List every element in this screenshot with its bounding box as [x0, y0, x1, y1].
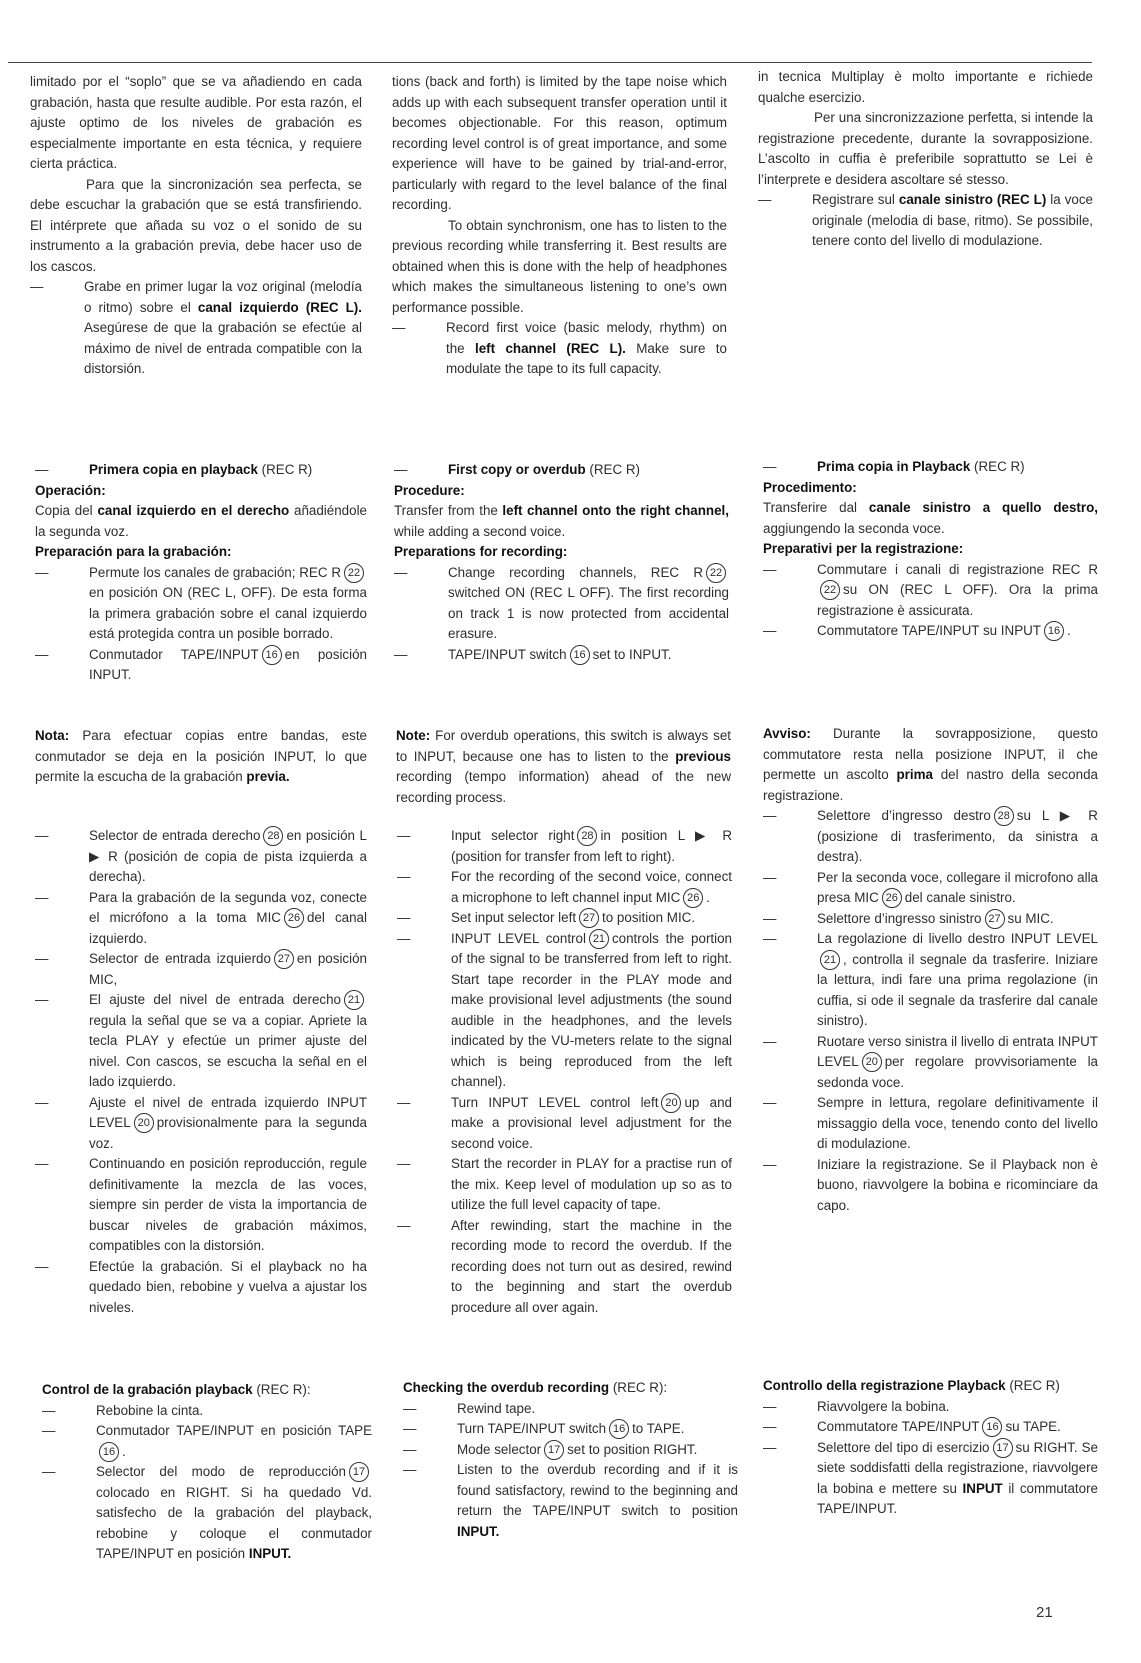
text-span: en posición L ▶ R (posición de copia de pista izquierda a derecha).	[89, 828, 367, 884]
en-note	[396, 726, 731, 808]
text-paragraph	[42, 1462, 372, 1565]
text-span: Permute los canales de grabación; REC R	[89, 564, 341, 580]
text-span: Registrare sul	[812, 192, 895, 207]
text-paragraph: — Commutatore TAPE/INPUT su INPUT 16 .	[763, 621, 1098, 642]
text-span: For the recording of the second voice, connect a microphone to left channel input MIC	[451, 869, 732, 905]
es-steps	[35, 826, 367, 1318]
es-intro	[30, 72, 362, 380]
ref-16: 16	[1044, 621, 1064, 641]
text-span: left channel onto the right channel,	[502, 503, 729, 518]
ref-22: 22	[706, 563, 726, 583]
ref-16: 16	[262, 645, 282, 665]
text-paragraph: — Rebobine la cinta.	[42, 1401, 372, 1422]
ref-26: 26	[284, 908, 304, 928]
text-span: canal izquierdo (REC L).	[197, 299, 362, 315]
text-span: Controllo della registrazione Playback	[763, 1378, 1006, 1393]
text-paragraph	[35, 826, 367, 888]
text-span: il commutatore TAPE/INPUT.	[817, 1480, 1098, 1516]
text-span: Record first voice (basic melody, rhythm) on the	[446, 320, 727, 356]
text-span: añadiéndole la segunda voz.	[35, 503, 367, 539]
es-operation-heading: Operación:	[35, 482, 106, 498]
text-span: First copy or overdub	[448, 462, 586, 477]
text-paragraph	[35, 563, 367, 645]
text-paragraph: — Iniziare la registrazione. Se il Playback non è buono, riavvolgere la bobina e ricominciare da capo.	[763, 1155, 1098, 1217]
ref-26: 26	[882, 888, 902, 908]
text-span: su TAPE.	[1005, 1419, 1061, 1434]
text-span: Per la seconda voce, collegare il microfono alla presa MIC	[817, 869, 1098, 905]
text-paragraph	[763, 1376, 1098, 1397]
ref-17: 17	[993, 1438, 1013, 1458]
text-span: set to INPUT.	[592, 646, 672, 662]
text-paragraph: Procedimento:	[763, 479, 857, 495]
text-span: Control de la grabación playback	[42, 1382, 253, 1397]
ref-26: 26	[683, 888, 703, 908]
text-span: (REC R)	[585, 462, 640, 477]
ref-22: 22	[344, 563, 364, 583]
text-paragraph: Procedure:	[394, 482, 465, 498]
ref-20: 20	[862, 1052, 882, 1072]
en-steps	[397, 826, 732, 1318]
text-span: INPUT.	[457, 1523, 500, 1539]
page-number: 21	[1036, 1604, 1053, 1621]
text-span: Primera copia en playback	[89, 462, 258, 477]
text-span: INPUT LEVEL control	[451, 930, 586, 946]
text-paragraph	[763, 1438, 1098, 1520]
text-span: del nastro della seconda registrazione.	[763, 767, 1098, 803]
text-span	[763, 459, 817, 474]
text-paragraph: in tecnica Multiplay è molto importante e richiede qualche esercizio.	[758, 69, 1093, 105]
text-span: canale sinistro (REC L)	[898, 192, 1047, 207]
text-span: Para efectuar copias entre bandas, este conmutador se deja en la posición INPUT, lo que permite la escucha de la grabación	[35, 728, 367, 784]
it-intro	[758, 67, 1093, 252]
ref-28: 28	[577, 826, 597, 846]
text-paragraph	[763, 929, 1098, 1032]
text-span: Conmutador TAPE/INPUT en posición TAPE	[96, 1423, 372, 1438]
text-span: su MIC.	[1007, 910, 1054, 926]
text-paragraph	[35, 888, 367, 950]
text-paragraph: tions (back and forth) is limited by the tape noise which adds up with each subsequent transfer operation until it becomes objectionable. For this reason, optimum recording level control is of great importance, and some experience will have to be gained by trial-and-error, particularly with regard to the level balance of the final recording.	[392, 74, 727, 212]
text-paragraph	[403, 1419, 738, 1440]
text-span: aggiungendo la seconda voce.	[763, 520, 945, 536]
ref-27: 27	[274, 949, 294, 969]
text-span: Commutatore TAPE/INPUT su INPUT	[817, 623, 1041, 638]
text-span: For overdub operations, this switch is always set to INPUT, because one has to listen to the	[396, 728, 731, 764]
es-prep-heading: Preparación para la grabación:	[35, 544, 232, 559]
es-intro-p1: limitado por el “soplo” que se va añadiendo en cada grabación, hasta que resulte audible. Por esta razón, el ajuste optimo de los niveles de grabación es especialmente importante en esta técnica, y requiere cierta práctica.	[30, 74, 362, 171]
text-span: Turn INPUT LEVEL control left	[451, 1094, 659, 1110]
text-paragraph	[763, 1032, 1098, 1094]
text-span	[394, 462, 448, 477]
text-span: , controlla il segnale da trasferire. Iniziare la lettura, indi fare una prima regolazione (in cuffia, si ode il segnale da trasferire dal canale sinistro).	[817, 951, 1098, 1028]
text-span: to position MIC.	[602, 910, 696, 925]
text-span: Turn TAPE/INPUT switch	[457, 1421, 607, 1436]
text-paragraph	[35, 645, 367, 686]
top-rule	[8, 62, 1092, 63]
ref-28: 28	[263, 826, 283, 846]
text-span: Selector de entrada izquierdo	[89, 951, 271, 966]
text-span: Copia del	[35, 503, 93, 518]
text-span: Set input selector left	[451, 910, 577, 925]
text-paragraph	[396, 726, 731, 808]
text-span: Change recording channels, REC R	[448, 564, 703, 580]
it-steps	[763, 806, 1098, 1216]
text-span: TAPE/INPUT switch	[448, 646, 567, 662]
text-span: Conmutador TAPE/INPUT	[89, 646, 259, 662]
text-span: Prima copia in Playback	[817, 459, 971, 474]
text-span: Selector del modo de reproducción	[96, 1464, 346, 1479]
text-paragraph	[397, 908, 732, 929]
ref-21: 21	[344, 990, 364, 1010]
ref-16: 16	[99, 1442, 119, 1462]
ref-16: 16	[570, 645, 590, 665]
text-span: Selettore del tipo di esercizio	[817, 1439, 990, 1455]
en-copy-section	[394, 460, 729, 665]
text-span: Transfer from the	[394, 503, 498, 518]
text-span: su ON (REC L OFF). Ora la prima registrazione è assicurata.	[817, 582, 1098, 618]
text-span: La regolazione di livello destro INPUT LEVEL	[817, 931, 1098, 946]
text-span: la voce originale (melodia di base, ritmo). Se possibile, tenere conto del livello di modulazione.	[812, 192, 1093, 248]
text-span: (REC R)	[970, 459, 1025, 474]
text-span: Avviso:	[763, 726, 811, 741]
text-span: Transferire dal	[763, 500, 857, 515]
text-paragraph: — For the recording of the second voice, connect a microphone to left channel input MIC 26 .	[397, 867, 732, 908]
text-span: set to position RIGHT.	[567, 1441, 698, 1457]
text-span: Durante la sovrapposizione, questo commutatore resta nella posizione INPUT, il che permette un ascolto	[763, 726, 1098, 782]
it-control-section	[763, 1376, 1098, 1520]
ref-16: 16	[982, 1417, 1002, 1437]
text-span: controls the portion of the signal to be transferred from left to right. Start tape recorder in the PLAY mode and make provisional level adjustments (the sound audible in the headphones, and the levels indicated by the VU-meters relate to the signal which is being reproduced from the left channel).	[451, 930, 732, 1089]
text-paragraph: — Sempre in lettura, regolare definitivamente il missaggio della voce, tenendo conto del livello di modulazione.	[763, 1093, 1098, 1155]
text-paragraph	[763, 1417, 1098, 1438]
text-span: (REC R)	[1005, 1378, 1060, 1393]
es-copy-title	[35, 460, 367, 481]
ref-21: 21	[589, 929, 609, 949]
text-span: INPUT.	[248, 1546, 292, 1561]
text-paragraph: — After rewinding, start the machine in the recording mode to record the overdub. If the recording does not turn out as desired, rewind to the beginning and start the overdub procedure all over again.	[397, 1216, 732, 1319]
text-span: provisionalmente para la segunda voz.	[89, 1115, 367, 1151]
en-check-section	[403, 1378, 738, 1542]
text-paragraph	[763, 868, 1098, 909]
text-span: Ajuste el nivel de entrada izquierdo INPUT LEVEL	[89, 1094, 367, 1130]
ref-17: 17	[349, 1462, 369, 1482]
text-span: canal izquierdo en el derecho	[97, 503, 290, 518]
text-span: (REC R):	[252, 1382, 311, 1397]
text-span: while adding a second voice.	[394, 523, 566, 539]
text-paragraph: To obtain synchronism, one has to listen to the previous recording while transferring it. Best results are obtained when this is done with the help of headphones which makes the simultaneous listening to one’s own performance possible.	[392, 217, 727, 315]
it-copy-section	[763, 457, 1098, 642]
text-span: in position L ▶ R (position for transfer from left to right).	[451, 828, 732, 864]
text-span: en posición MIC,	[89, 951, 367, 987]
text-paragraph	[403, 1460, 738, 1542]
ref-21: 21	[820, 950, 840, 970]
text-span: Mode selector	[457, 1441, 542, 1457]
text-span: Nota:	[35, 728, 70, 743]
text-span: Ruotare verso sinistra il livello di entrata INPUT LEVEL	[817, 1033, 1098, 1069]
text-span: del canal izquierdo.	[89, 910, 367, 946]
ref-27: 27	[579, 908, 599, 928]
text-span: previous	[675, 748, 731, 764]
ref-28: 28	[994, 806, 1014, 826]
text-span	[35, 462, 89, 477]
text-span: to TAPE.	[632, 1421, 685, 1436]
text-paragraph	[397, 826, 732, 867]
text-span: Asegúrese de que la grabación se efectúe al máximo de nivel de entrada compatible con la distorsión.	[84, 320, 362, 376]
text-paragraph	[397, 1093, 732, 1155]
text-span: previa.	[246, 769, 290, 784]
text-span: Make sure to modulate the tape to its full capacity.	[446, 340, 727, 376]
text-span: en posición ON (REC L, OFF). De esta forma la primera grabación sobre el canal izquierdo está protegida contra un posible borrado.	[89, 585, 367, 641]
text-paragraph	[35, 501, 367, 542]
text-paragraph	[35, 949, 367, 990]
text-span: en posición INPUT.	[89, 646, 367, 682]
es-intro-p3	[30, 277, 362, 380]
text-paragraph	[403, 1378, 738, 1399]
ref-27: 27	[985, 909, 1005, 929]
text-paragraph	[763, 909, 1098, 930]
ref-17: 17	[544, 1440, 564, 1460]
ref-16: 16	[609, 1419, 629, 1439]
text-span: Commutatore TAPE/INPUT	[817, 1419, 980, 1434]
es-intro-p2: Para que la sincronización sea perfecta, se debe escuchar la grabación que se está transfiriendo. El intérprete que añada su voz o el sonido de su instrumento a la grabación previa, debe hacer uso de los cascos.	[30, 176, 362, 274]
text-span: Checking the overdub recording	[403, 1380, 610, 1395]
en-intro	[392, 72, 727, 380]
text-paragraph	[758, 190, 1093, 252]
text-paragraph: — Efectúe la grabación. Si el playback no ha quedado bien, rebobine y vuelva a ajustar los niveles.	[35, 1257, 367, 1319]
text-span: del canale sinistro.	[904, 890, 1016, 905]
text-span: Input selector right	[451, 828, 575, 843]
text-span: recording (tempo information) ahead of the new recording process.	[396, 769, 731, 805]
text-span: switched ON (REC L OFF). The first recording on track 1 is now protected from accidental erasure.	[448, 585, 729, 641]
text-span: (REC R):	[609, 1380, 668, 1395]
text-span: su RIGHT. Se siete soddisfatti della registrazione, riavvolgere la bobina e mettere su	[817, 1439, 1098, 1496]
text-span: Listen to the overdub recording and if it is found satisfactory, rewind to the beginning and return the TAPE/INPUT switch to position	[457, 1462, 738, 1518]
es-copy-section	[35, 460, 367, 686]
ref-22: 22	[820, 580, 840, 600]
text-paragraph: Preparativi per la registrazione:	[763, 541, 964, 556]
text-paragraph	[42, 1380, 372, 1401]
text-paragraph	[35, 990, 367, 1093]
text-paragraph	[763, 498, 1098, 539]
it-note	[763, 724, 1098, 806]
text-paragraph	[397, 929, 732, 1093]
text-span: prima	[896, 767, 933, 782]
text-paragraph	[394, 645, 729, 666]
es-control-section	[42, 1380, 372, 1565]
text-paragraph	[763, 806, 1098, 868]
text-span: left channel (REC L).	[475, 340, 626, 356]
text-span: Note:	[396, 728, 431, 743]
text-span: (REC R)	[257, 462, 313, 477]
text-paragraph: Preparations for recording:	[394, 544, 568, 559]
ref-20: 20	[134, 1113, 154, 1133]
text-paragraph	[403, 1440, 738, 1461]
text-span: su L ▶ R (posizione di trasferimento, da sinistra a destra).	[817, 808, 1098, 864]
text-span: per regolare provvisoriamente la sedonda voce.	[817, 1054, 1098, 1090]
text-paragraph: — Start the recorder in PLAY for a practise run of the mix. Keep level of modulation up so as to utilize the full level capacity of tape.	[397, 1154, 732, 1216]
text-span: Selector de entrada derecho	[89, 828, 261, 843]
text-paragraph	[35, 726, 367, 788]
text-paragraph	[763, 724, 1098, 806]
text-span: Grabe en primer lugar la voz original (melodía o ritmo) sobre el	[84, 279, 362, 315]
text-paragraph	[394, 563, 729, 645]
text-paragraph	[392, 318, 727, 380]
es-note	[35, 726, 367, 788]
text-paragraph	[394, 501, 729, 542]
text-span: Commutare i canali di registrazione REC R	[817, 561, 1098, 577]
text-span: regula la señal que se va a copiar. Apriete la tecla PLAY y efectúe un primer ajuste del nivel. Con cascos, se escucha la señal en el lado izquierdo.	[89, 1012, 367, 1089]
text-span: Selettore d’ingresso sinistro	[817, 910, 982, 926]
ref-20: 20	[661, 1093, 681, 1113]
text-paragraph: — Continuando en posición reproducción, regule definitivamente la mezcla de las voces, siempre sin perder de vista la importancia de buscar niveles de grabación máximos, compatibles con la distorsión.	[35, 1154, 367, 1257]
text-paragraph	[35, 1093, 367, 1155]
text-span: El ajuste del nivel de entrada derecho	[89, 992, 341, 1007]
text-paragraph: Per una sincronizzazione perfetta, si intende la registrazione precedente, durante la sovrapposizione. L’ascolto in cuffia è preferibile soprattutto se Lei è l’interprete e desidera ascoltare sé stesso.	[758, 110, 1093, 187]
text-paragraph	[394, 460, 729, 481]
text-paragraph	[763, 457, 1098, 478]
text-span: up and make a provisional level adjustment for the second voice.	[451, 1094, 732, 1151]
text-paragraph: — Rewind tape.	[403, 1399, 738, 1420]
text-span: canale sinistro a quello destro,	[868, 500, 1098, 515]
text-paragraph: — Conmutador TAPE/INPUT en posición TAPE16 .	[42, 1421, 372, 1462]
text-span: INPUT	[962, 1480, 1003, 1496]
text-span: Para la grabación de la segunda voz, conecte el micrófono a la toma MIC	[89, 889, 367, 925]
text-span: colocado en RIGHT. Si ha quedado Vd. satisfecho de la grabación del playback, rebobine y coloque el conmutador TAPE/INPUT en posición	[96, 1484, 372, 1561]
text-paragraph: — Riavvolgere la bobina.	[763, 1397, 1098, 1418]
text-paragraph	[763, 560, 1098, 622]
text-span: Selettore d’ingresso destro	[817, 808, 991, 823]
